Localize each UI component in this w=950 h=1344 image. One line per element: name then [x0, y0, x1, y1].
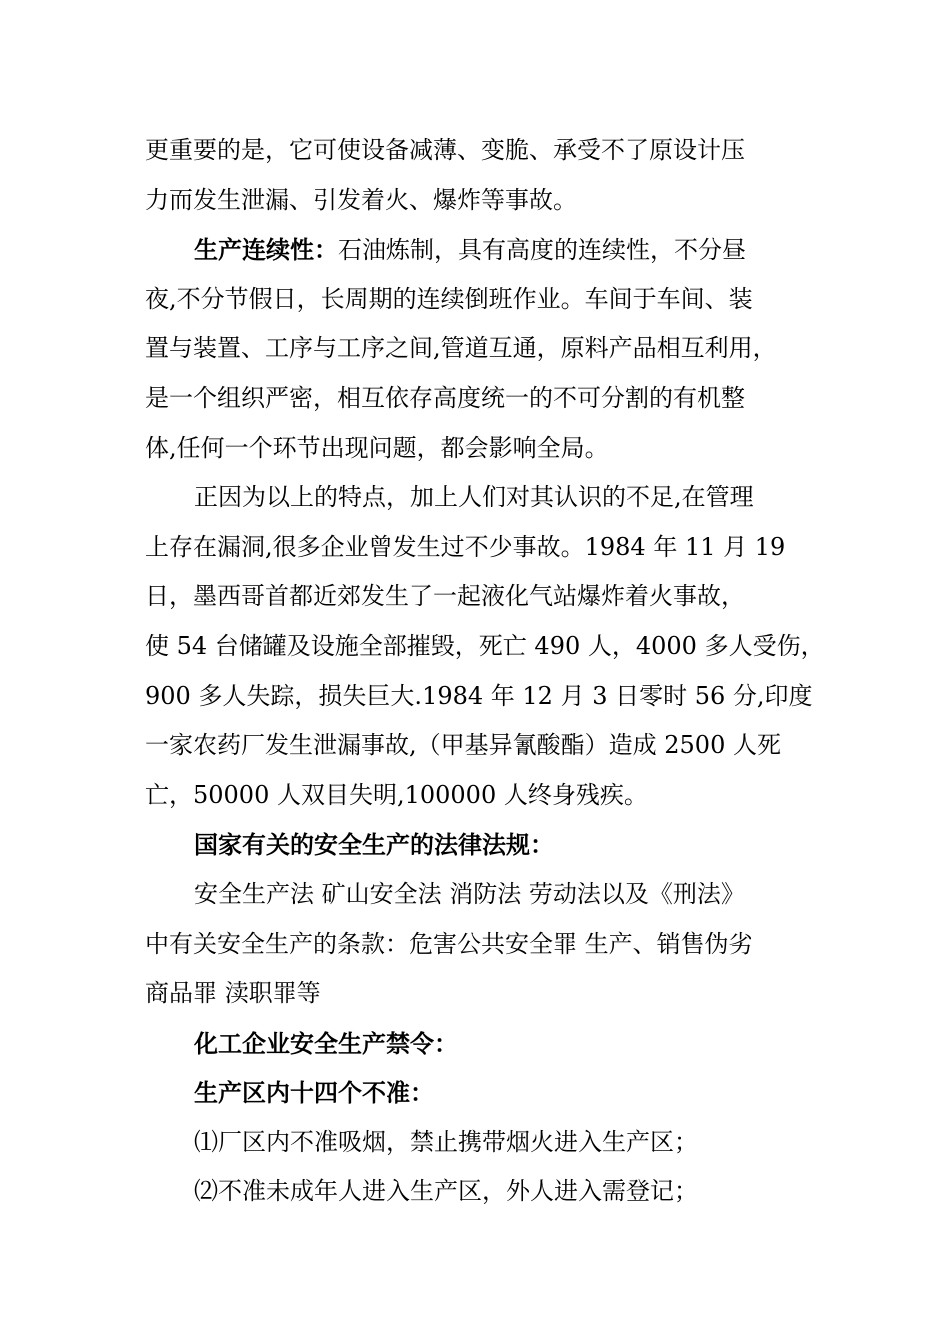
- text-line: 使 54 台储罐及设施全部摧毁，死亡 490 人，4000 多人受伤，: [145, 631, 825, 660]
- list-item: ⑵不准未成年人进入生产区，外人进入需登记；: [194, 1177, 698, 1206]
- continuity-heading: 生产连续性：: [194, 235, 338, 265]
- paragraph-prohibitions-heading: [145, 1019, 820, 1069]
- text-line: 正因为以上的特点，加上人们对其认识的不足,在管理: [194, 483, 754, 512]
- text-line: 亡，50000 人双目失明,100000 人终身残疾。: [145, 780, 648, 809]
- text-line: 中有关安全生产的条款：危害公共安全罪 生产、销售伪劣: [145, 929, 753, 958]
- text-line: 安全生产法 矿山安全法 消防法 劳动法以及《刑法》: [194, 879, 745, 908]
- text-line: 900 多人失踪，损失巨大.1984 年 12 月 3 日零时 56 分,印度: [145, 681, 813, 710]
- text-line: [145, 225, 820, 275]
- text-line: 商品罪 渎职罪等: [145, 979, 321, 1008]
- text-line: 体,任何一个环节出现问题，都会影响全局。: [145, 433, 609, 462]
- text-line: 置与装置、工序与工序之间,管道互通，原料产品相互利用，: [145, 334, 777, 363]
- prohibitions-heading: 化工企业安全生产禁令：: [194, 1028, 458, 1058]
- laws-heading: 国家有关的安全生产的法律法规：: [194, 830, 554, 860]
- text-line: 更重要的是，它可使设备减薄、变脆、承受不了原设计压: [145, 136, 745, 164]
- paragraph-laws-list: [145, 870, 820, 1019]
- paragraph-fourteen-rules-heading: [145, 1068, 820, 1118]
- text-line: 日，墨西哥首都近郊发生了一起液化气站爆炸着火事故，: [145, 582, 745, 611]
- list-item: ⑴厂区内不准吸烟，禁止携带烟火进入生产区；: [194, 1127, 698, 1156]
- continuity-text: 石油炼制，具有高度的连续性，不分昼: [338, 236, 746, 265]
- paragraph-production-continuity: [145, 225, 820, 473]
- document-body: [145, 126, 825, 1217]
- fourteen-rules-heading: 生产区内十四个不准：: [194, 1078, 434, 1108]
- rules-list: [145, 1118, 820, 1217]
- paragraph-laws-heading: [145, 820, 820, 870]
- paragraph-equipment-damage: [145, 126, 820, 225]
- text-line: 夜,不分节假日，长周期的连续倒班作业。车间于车间、装: [145, 284, 753, 313]
- text-line: 是一个组织严密，相互依存高度统一的不可分割的有机整: [145, 383, 745, 412]
- paragraph-accident-history: [145, 473, 825, 820]
- text-line: 一家农药厂发生泄漏事故,（甲基异氰酸酯）造成 2500 人死: [145, 731, 781, 760]
- text-line: 上存在漏洞,很多企业曾发生过不少事故。1984 年 11 月 19: [145, 532, 786, 561]
- text-line: 力而发生泄漏、引发着火、爆炸等事故。: [145, 185, 577, 214]
